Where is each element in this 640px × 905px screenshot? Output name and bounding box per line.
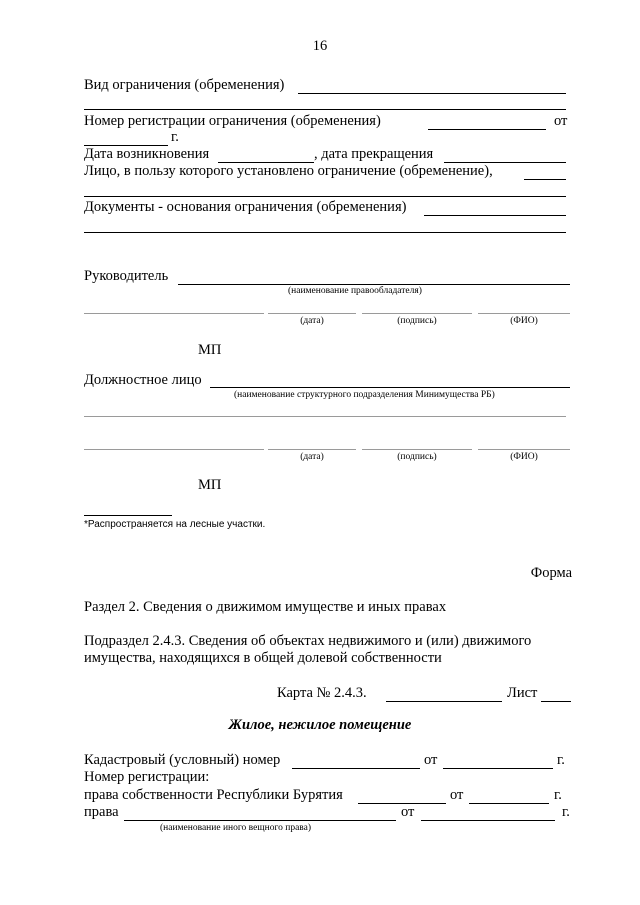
section-title: Раздел 2. Сведения о движимом имуществе и иных правах [84,599,447,615]
cadastral-year-suffix: г. [557,752,565,768]
encumbrance-type-line[interactable] [298,93,566,94]
signature-caption-2: (подпись) [397,452,437,462]
other-right-line[interactable] [124,820,396,821]
page-number: 16 [312,38,328,54]
other-right-caption: (наименование иного вещного права) [160,823,312,833]
reg-number-label: Номер регистрации ограничения (обременения) [84,113,381,129]
sheet-number-line[interactable] [541,701,571,702]
cadastral-from-label: от [424,752,438,768]
ownership-date-line[interactable] [469,803,549,804]
stamp-2: МП [198,477,222,493]
registration-label: Номер регистрации: [84,769,210,785]
date-line-2[interactable] [268,449,356,450]
cadastral-date-line[interactable] [443,768,553,769]
cadastral-label: Кадастровый (условный) номер [84,752,281,768]
signature-line-1[interactable] [362,313,472,314]
documents-label: Документы - основания ограничения (обременения) [84,199,407,215]
footnote-text: *Распространяется на лесные участки. [84,519,266,530]
cadastral-number-line[interactable] [292,768,420,769]
department-line-2[interactable] [84,416,566,417]
reg-number-line[interactable] [428,129,546,130]
card-number-line[interactable] [386,701,502,702]
position-line-1[interactable] [84,313,264,314]
date-caption-1: (дата) [300,316,324,326]
rights-year-suffix: г. [562,804,570,820]
name-line-2[interactable] [478,449,570,450]
owner-name-line[interactable] [178,284,570,285]
official-label: Должностное лицо [84,372,202,388]
sheet-label: Лист [507,685,538,701]
department-caption: (наименование структурного подразделения Минимущества РБ) [234,390,495,400]
documents-line-2[interactable] [84,232,566,233]
rights-date-line[interactable] [421,820,555,821]
end-date-label: , дата прекращения [314,146,434,162]
name-caption-2: (ФИО) [510,452,538,462]
name-caption-1: (ФИО) [510,316,538,326]
date-line-1[interactable] [268,313,356,314]
name-line-1[interactable] [478,313,570,314]
encumbrance-type-line-2[interactable] [84,109,566,110]
ownership-from-label: от [450,787,464,803]
card-label: Карта № 2.4.3. [277,685,367,701]
beneficiary-line-2[interactable] [84,196,566,197]
position-line-2[interactable] [84,449,264,450]
beneficiary-line[interactable] [524,179,566,180]
reg-year-suffix: г. [171,129,179,145]
ownership-year-suffix: г. [554,787,562,803]
start-date-label: Дата возникновения [84,146,210,162]
rights-from-label: от [401,804,415,820]
footnote-separator [84,515,172,516]
head-label: Руководитель [84,268,169,284]
form-label: Форма [530,565,572,581]
stamp-1: МП [198,342,222,358]
signature-line-2[interactable] [362,449,472,450]
reg-from-label: от [554,113,568,129]
subsection-line-1: Подраздел 2.4.3. Сведения об объектах недвижимого и (или) движимого [84,633,532,649]
ownership-label: права собственности Республики Бурятия [84,787,343,803]
subsection-line-2: имущества, находящихся в общей долевой собственности [84,650,442,666]
encumbrance-type-label: Вид ограничения (обременения) [84,77,285,93]
beneficiary-label: Лицо, в пользу которого установлено ограничение (обременение), [84,163,493,179]
owner-caption: (наименование правообладателя) [288,286,422,296]
signature-caption-1: (подпись) [397,316,437,326]
form-heading: Жилое, нежилое помещение [228,717,412,733]
rights-label: права [84,804,119,820]
department-line[interactable] [210,387,570,388]
documents-line[interactable] [424,215,566,216]
date-caption-2: (дата) [300,452,324,462]
